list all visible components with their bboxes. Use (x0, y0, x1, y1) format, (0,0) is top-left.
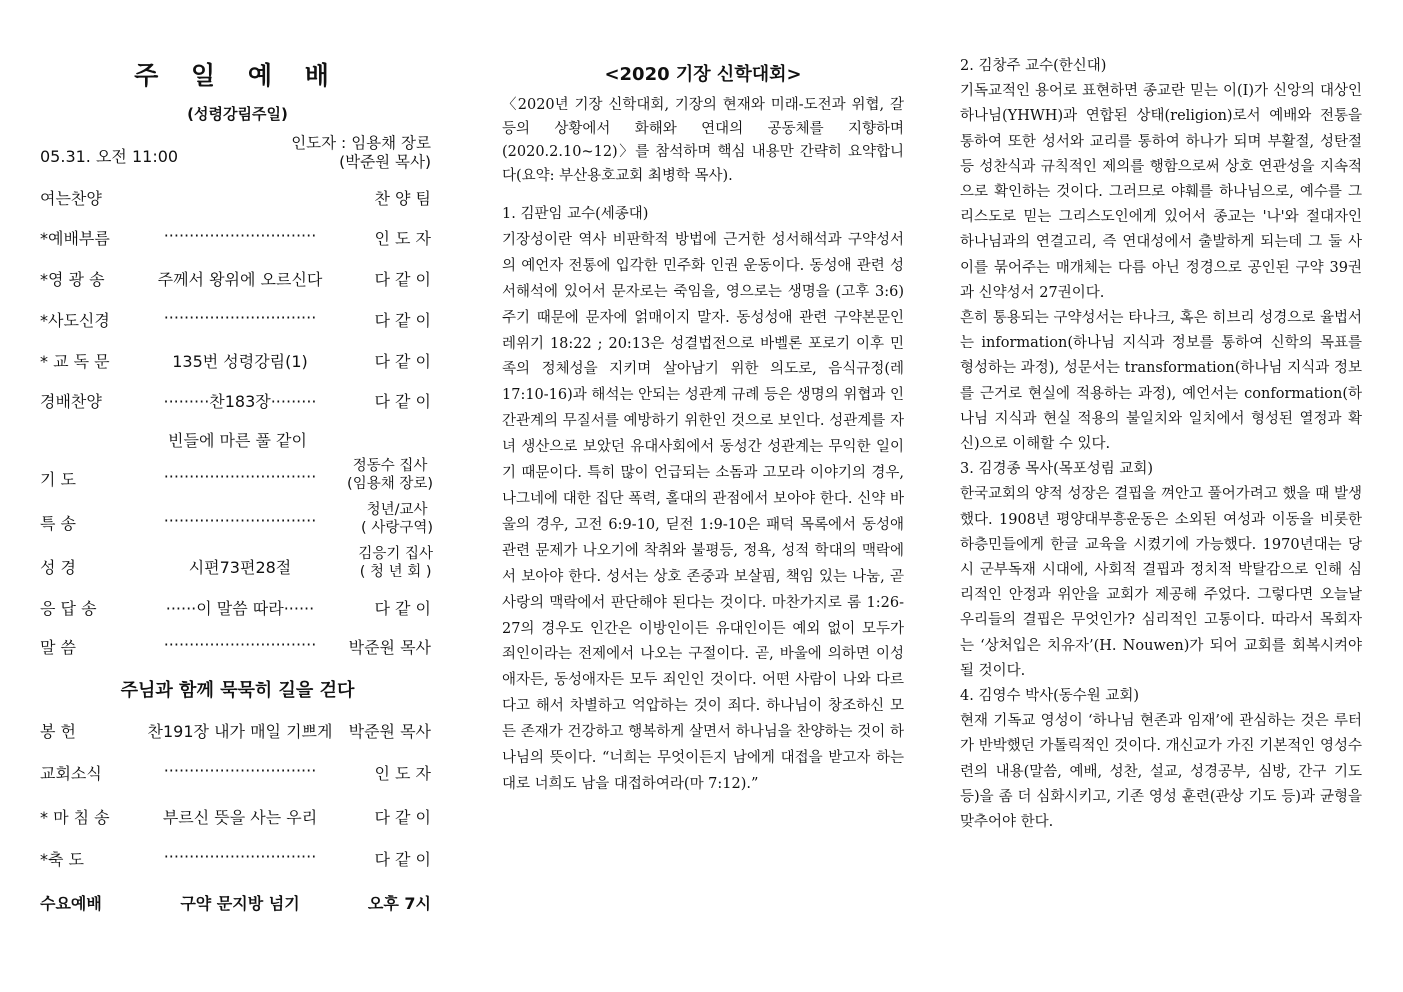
row-label: *축 도 (40, 850, 84, 869)
section-1-heading: 1. 김판임 교수(세종대) (502, 206, 649, 222)
service-row (40, 308, 435, 332)
row-middle: ······························ (163, 635, 317, 654)
row-who: 인 도 자 (374, 229, 431, 248)
row-middle: 135번 성령강림(1) (172, 352, 308, 371)
wednesday-service-row (40, 891, 435, 915)
row-middle: ······························ (163, 226, 317, 245)
row-middle: ······························ (163, 761, 317, 780)
service-subtitle: (성령강림주일) (187, 105, 288, 123)
row-who-line-2: (임용채 장로) (347, 476, 433, 492)
row-label: 기 도 (40, 470, 76, 489)
service-row (40, 761, 435, 785)
row-middle: ·········찬183장········· (163, 392, 317, 411)
row-who: 다 같 이 (374, 270, 431, 289)
row-middle: 주께서 왕위에 오르신다 (157, 270, 323, 289)
row-label: 성 경 (40, 558, 76, 577)
row-middle: 구약 문지방 넘기 (180, 894, 300, 913)
row-who: 다 같 이 (374, 352, 431, 371)
section-3-heading: 3. 김경종 목사(목포성림 교회) (960, 461, 1154, 478)
row-who-line-1: 김응기 집사 (358, 546, 433, 562)
row-middle: ······························ (163, 847, 317, 866)
row-who: 찬 양 팀 (374, 189, 431, 208)
row-label: 여는찬양 (40, 189, 102, 208)
service-row (40, 502, 435, 536)
service-title: 주 일 예 배 (134, 61, 341, 90)
row-who: 다 같 이 (374, 808, 431, 827)
row-label: 봉 헌 (40, 722, 76, 741)
row-who-line-2: ( 사랑구역) (361, 520, 433, 536)
row-who: 다 같 이 (374, 392, 431, 411)
row-label: *사도신경 (40, 311, 110, 330)
service-row (40, 805, 435, 829)
row-who: 다 같 이 (374, 599, 431, 618)
service-row (40, 389, 435, 413)
row-who (347, 457, 433, 493)
article-intro: 〈2020년 기장 신학대회, 기장의 현재와 미래-도전과 위협, 갈등의 상황에서 화해와 연대의 공동체를 지향하며(2020.2.10~12)〉를 참석하며 핵심 내용만 간략히 요약합니다(요약: 부산용호교회 최병학 목사). (502, 97, 904, 184)
service-row (40, 596, 435, 620)
sections-2-4 (960, 54, 1362, 835)
row-label: 말 씀 (40, 638, 76, 657)
section-3-body: 한국교회의 양적 성장은 결핍을 껴안고 풀어가려고 했을 때 발생했다. 1908년 평양대부흥운동은 소외된 여성과 이동을 비롯한 하층민들에게 한글 교육을 시켰기에 가능했다. 1970년대는 당시 군부독재 시대에, 사회적 결핍과 정치적 박탈감으로 인해 심리적인 안정과 위안을 교회가 제공해 주었다. 그렇다면 오늘날 우리들의 결핍은 무엇인가? 심리적인 고통이다. 따라서 목회자는 ‘상처입은 치유자’(H. Nouwen)가 되어 교회를 회복시켜야 될 것이다. (960, 486, 1362, 679)
row-label: *예배부름 (40, 229, 110, 248)
section-1 (502, 202, 904, 798)
row-label: 경배찬양 (40, 392, 102, 411)
section-2-body: 기독교적인 용어로 표현하면 종교란 믿는 이(I)가 신앙의 대상인 하나님(YHWH)과 연합된 상태(religion)로서 예배와 전통을 통하여 또한 성서와 교리를 통하여 하나가 되며 부활절, 성탄절 등 성찬식과 규칙적인 제의를 행함으로써 상호 연관성을 지속적으로 확인하는 것이다. 그러므로 야훼를 하나님으로, 예수를 그리스도로 믿는 그리스도인에게 있어서 종교는 '나'와 절대자인 하나님과의 연결고리, 즉 연대성에서 출발하게 되는데 그 둘 사이를 묶어주는 매개체는 다름 아닌 정경으로 공인된 구약 39권과 신약성서 27권이다. (960, 83, 1362, 301)
service-row (40, 458, 435, 492)
row-who (361, 501, 433, 537)
row-label: 교회소식 (40, 764, 102, 783)
service-row (40, 186, 435, 210)
article-title: <2020 기장 신학대회> (604, 64, 802, 85)
service-row (40, 635, 435, 659)
row-label: * 마 침 송 (40, 808, 110, 827)
leader-line-2: (박준원 목사) (339, 153, 431, 171)
service-row (40, 719, 435, 743)
service-leader (291, 134, 431, 172)
row-who: 박준원 목사 (348, 722, 431, 741)
row-who-line-1: 정동수 집사 (352, 458, 428, 474)
section-4-body: 현재 기독교 영성이 ‘하나님 현존과 임재’에 관심하는 것은 루터가 반박했던 가톨릭적인 것이다. 개신교가 가진 기본적인 영성수련의 내용(말씀, 예배, 성찬, 설교, 성경공부, 심방, 간구 기도 등)을 좀 더 심화시키고, 기존 영성 훈련(관상 기도 등)과 균형을 맞추어야 한다. (960, 713, 1362, 831)
row-who-line-1: 청년/교사 (366, 502, 428, 518)
row-label: * 교 독 문 (40, 352, 110, 371)
row-who: 오후 7시 (367, 894, 431, 913)
hymn-title: 빈들에 마른 풀 같이 (168, 431, 307, 450)
row-middle: ······························ (163, 308, 317, 327)
service-date: 05.31. 오전 11:00 (40, 147, 179, 166)
service-row (40, 349, 435, 373)
section-2-body-2: 흔히 통용되는 구약성서는 타나크, 혹은 히브리 성경으로 율법서는 information(하나님 지식과 정보를 통하여 신학의 목표를 형성하는 과정), 성문서는 transformation(하나님 지식과 정보를 근거로 현실에 적용하는 과정), 예언서는 conformation(하나님 지식과 현실 적용의 불일치와 일치에서 형성된 열정과 확신)으로 이해할 수 있다. (960, 310, 1362, 453)
section-2-heading: 2. 김창주 교수(한신대) (960, 58, 1107, 74)
row-label: 특 송 (40, 514, 76, 533)
row-label: 수요예배 (40, 894, 102, 913)
row-who (358, 545, 433, 581)
service-row (40, 226, 435, 250)
row-middle: 찬191장 내가 매일 기쁘게 (147, 722, 333, 741)
row-who-line-2: ( 청 년 회 ) (359, 564, 432, 580)
row-who: 다 같 이 (374, 311, 431, 330)
row-who: 인 도 자 (374, 764, 431, 783)
row-middle: ······이 말씀 따라······ (165, 599, 315, 618)
row-middle: ······························ (163, 467, 317, 486)
section-heading: 주님과 함께 묵묵히 길을 걷다 (120, 680, 355, 701)
service-row (40, 546, 435, 580)
row-middle: ······························ (163, 511, 317, 530)
row-label: *영 광 송 (40, 270, 105, 289)
service-row (40, 267, 435, 291)
section-1-body: 기장성이란 역사 비판학적 방법에 근거한 성서해석과 구약성서의 예언자 전통에 입각한 민주화 인권 운동이다. 동성애 관련 성서해석에 있어서 문자로는 죽임을, 영으로는 생명을 (고후 3:6) 주기 때문에 문자에 얽매이지 말자. 동성성애 관련 구약본문인 레위기 18:22 ; 20:13은 성결법전으로 바벨론 포로기 이후 민족의 정체성을 지키며 살아남기 위한 의도로, 음식규정(레 17:10-16)과 해석는 안되는 성관계 규례 등은 생명의 위협과 인간관계의 무질서를 예방하기 위한인 것으로 보인다. 성관계를 자녀 생산으로 보았던 유대사회에서 동성간 성관계는 무익한 일이기 때문이다. 특히 많이 언급되는 소돔과 고모라 이야기의 경우, 나그네에 대한 집단 폭력, 홀대의 관점에서 보아야 한다. 신약 바울의 경우, 고전 6:9-10, 딛전 1:9-10은 패덕 목록에서 동성애 관련 문제가 나오기에 착취와 불평등, 정욕, 성적 학대의 맥락에서 보아야 한다. 성서는 상호 존중과 보살핌, 책임 있는 나눔, 곧 사랑의 맥락에서 판단해야 된다는 것이다. 마찬가지로 롬 1:26-27의 경우도 인간은 이방인이든 유대인이든 예외 없이 모두가 죄인이라는 전제에서 나오는 구절이다. 곧, 바울에 의하면 이성애자든, 동성애자든 모두 죄인인 것이다. 어떤 사람이 나와 다르다고 해서 차별하고 억압하는 것이 죄다. 하나님이 창조하신 모든 존재가 건강하고 행복하게 살면서 하나님을 찬양하는 것이 하나님의 뜻이다. “너희는 무엇이든지 남에게 대접을 받고자 하는 대로 너희도 남을 대접하여라(마 7:12).” (502, 231, 904, 792)
service-row (40, 847, 435, 871)
leader-line-1: 인도자 : 임용채 장로 (291, 134, 431, 152)
row-who: 박준원 목사 (348, 638, 431, 657)
section-4-heading: 4. 김영수 박사(동수원 교회) (960, 688, 1140, 705)
row-who: 다 같 이 (374, 850, 431, 869)
row-middle: 시편73편28절 (188, 558, 292, 577)
row-label: 응 답 송 (40, 599, 97, 618)
row-middle: 부르신 뜻을 사는 우리 (162, 808, 318, 827)
